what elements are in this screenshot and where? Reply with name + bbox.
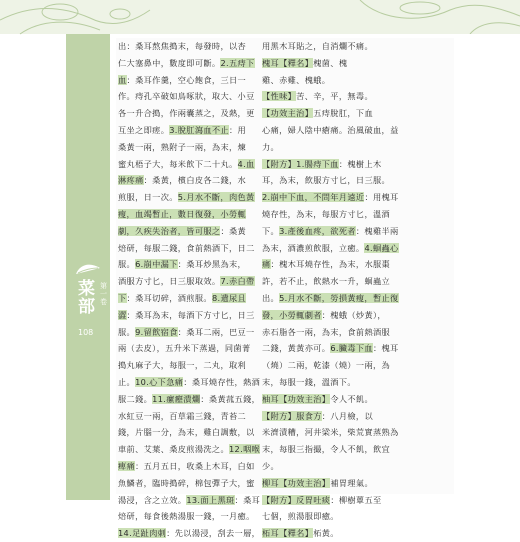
- body-text: ：槐雞半兩: [355, 225, 399, 236]
- text-line: [262, 172, 397, 189]
- highlighted-term: 痺痛: [118, 460, 136, 471]
- body-text: 水紅豆一兩，百草霜三錢，青苔二: [118, 410, 247, 421]
- highlighted-term: 4.血: [237, 158, 255, 169]
- body-text: 五痔脫肛，下血: [313, 108, 373, 119]
- text-line: [262, 156, 397, 173]
- highlighted-term: 3.脫肛瀉血不止: [169, 124, 229, 135]
- text-line: [118, 475, 256, 492]
- highlighted-term: 1.腸痔下血: [296, 158, 339, 169]
- body-text: 令人不飢。: [330, 393, 374, 404]
- text-line: [118, 324, 256, 341]
- text-line: [118, 273, 256, 290]
- highlighted-term: 14.足趾肉刺: [118, 528, 167, 539]
- text-line: [118, 340, 256, 357]
- text-line: [118, 508, 256, 525]
- body-text: 苦、辛，平，無毒。: [296, 91, 373, 102]
- section-subtitle: 第一卷: [100, 282, 107, 306]
- body-text: 止。: [118, 376, 136, 387]
- text-line: [118, 458, 256, 475]
- body-text: ：用槐耳: [364, 192, 399, 203]
- body-text: 車前、艾葉、桑皮煎湯洗之。: [118, 444, 229, 455]
- highlighted-term: 6.崩中漏下: [135, 259, 178, 270]
- body-text: 心痛，婦人陰中瘡痛。治風破血，益: [262, 124, 399, 135]
- highlighted-term: 4.蛔蟲心: [364, 242, 399, 253]
- body-text: ：五月五日，收桑上木耳，白如: [135, 460, 255, 471]
- text-line: [262, 290, 397, 307]
- highlighted-term: 下: [118, 292, 127, 303]
- text-line: [262, 122, 397, 139]
- left-text-column: [118, 38, 261, 542]
- body-text: 為末，酒濃煎飲服，立癒。: [262, 242, 365, 253]
- body-text: ：桑黃菰五錢，: [200, 393, 261, 404]
- body-text: 槐菌、槐: [313, 57, 348, 68]
- body-text: 七個，煎湯服即癒。: [262, 511, 339, 522]
- body-text: 用黑木耳貼之，自消爛不痛。: [262, 41, 373, 51]
- highlighted-term: 劇，久疾失治者，皆可服之: [118, 225, 221, 236]
- highlighted-term: 發，小勞輒劇者: [262, 309, 322, 320]
- text-line: [262, 88, 397, 105]
- body-text: 雞、赤雞、槐蛾。: [262, 74, 331, 85]
- body-text: 作。痔孔卒破如鳥啄狀，取大、小豆: [118, 91, 255, 102]
- body-text: 焙研，每服二錢，食前熱酒下，日二: [118, 242, 255, 253]
- text-line: [262, 357, 397, 374]
- highlighted-term: 8.遺尿且: [211, 292, 247, 303]
- highlighted-term: 6.臟毒下血: [330, 343, 373, 354]
- leaf-icon: [74, 262, 102, 278]
- body-text: 湯浸，含之立效。: [118, 494, 187, 505]
- highlighted-term: 12.咽喉: [229, 444, 261, 455]
- text-line: [262, 72, 397, 89]
- highlighted-term: 3.產後血疼，欲死者: [279, 225, 356, 236]
- body-text: ：桑耳炒黑為末，: [177, 259, 247, 270]
- highlighted-term: 槐耳【釋名】: [262, 57, 314, 68]
- text-line: [118, 307, 256, 324]
- text-line: [262, 273, 397, 290]
- header-band: [0, 0, 520, 34]
- text-line: [118, 172, 256, 189]
- body-text: 桑黃一兩，熟附子一兩，為末，煉: [118, 141, 247, 152]
- text-line: [118, 290, 256, 307]
- body-text: 仁大塞鼻中，數度即可斷。: [118, 57, 221, 68]
- highlighted-term: 2.五痔下: [220, 57, 255, 68]
- text-line: [118, 72, 256, 89]
- text-line: [118, 240, 256, 257]
- page-number: 108: [78, 328, 94, 337]
- body-text: ：柳樹蕈五至: [330, 494, 382, 505]
- highlighted-term: 【附方】: [262, 158, 297, 169]
- highlighted-term: 淋疼痛: [118, 175, 144, 186]
- text-line: [262, 38, 397, 55]
- body-text: 出：桑耳熬焦搗末，每發時，以杏: [118, 41, 247, 51]
- text-line: [262, 340, 397, 357]
- text-line: [262, 324, 397, 341]
- text-line: [262, 223, 397, 240]
- body-text: ：槐木耳燒存性，為末，水服棗: [270, 259, 391, 270]
- body-text: 兩（去皮），五升米下蒸過，同菌菁: [118, 343, 251, 354]
- text-line: [118, 122, 256, 139]
- text-line: [262, 189, 397, 206]
- body-text: 少。: [262, 460, 280, 471]
- text-line: [118, 391, 261, 408]
- body-text: （燒）二兩，乾漆（燒）一兩，為: [262, 360, 391, 371]
- text-line: [118, 256, 256, 273]
- text-line: [262, 206, 397, 223]
- right-text-column: [262, 38, 397, 542]
- text-line: [262, 374, 397, 391]
- highlighted-term: 9.留飲宿食: [135, 326, 178, 337]
- body-text: 下。: [262, 225, 280, 236]
- text-line: [118, 408, 256, 425]
- text-line: [262, 55, 397, 72]
- text-line: [262, 492, 397, 509]
- body-text: 服。: [118, 326, 136, 337]
- body-text: ：槐蛾（炒黃），: [321, 309, 386, 320]
- body-text: 赤石脂各一兩，為末，食前熱酒服: [262, 326, 391, 337]
- highlighted-term: 7.赤白帶: [220, 276, 255, 287]
- body-text: ：先以湯浸，刮去一層，: [166, 528, 261, 539]
- body-text: ：桑耳為末，每酒下方寸匕，日三: [126, 309, 255, 320]
- text-line: [262, 441, 397, 458]
- body-text: 錢，片腦一分，為末，雞白調敷，以: [118, 427, 255, 438]
- body-text: 二錢，黃黃亦可。: [262, 343, 331, 354]
- text-line: [118, 492, 261, 509]
- body-text: 魚鱗者，臨時搗碎，棉包彈子大，蜜: [118, 477, 255, 488]
- text-line: [118, 156, 256, 173]
- highlighted-term: 11.瘰癧潰爛: [152, 393, 201, 404]
- text-line: [118, 88, 256, 105]
- body-text: 出。: [262, 292, 280, 303]
- body-text: 酒服方寸匕，日三服取效。: [118, 276, 221, 287]
- text-line: [118, 139, 256, 156]
- text-line: [118, 206, 256, 223]
- highlighted-term: 瘦，血竭暫止，數日復發，小勞輒: [118, 208, 247, 219]
- highlighted-term: 血: [118, 74, 127, 85]
- body-text: 服。: [118, 259, 136, 270]
- text-line: [262, 105, 397, 122]
- body-text: ：用: [228, 124, 247, 135]
- text-line: [262, 408, 397, 425]
- body-text: 各一升合搗，作兩囊蒸之，及熱，更: [118, 108, 255, 119]
- text-line: [118, 105, 256, 122]
- text-line: [262, 256, 397, 273]
- body-text: 耳，為末，飲服方寸匕，日三服。: [262, 175, 391, 186]
- body-text: 搗丸麻子大，每服一，二丸，取利: [118, 360, 247, 371]
- highlighted-term: 服食方: [296, 410, 322, 421]
- highlighted-term: 5.月水不斷，肉色黃: [177, 192, 255, 203]
- body-text: ：八月檢，以: [321, 410, 374, 421]
- text-line: [118, 357, 256, 374]
- body-text: 互坐之即瘥。: [118, 124, 170, 135]
- highlighted-term: 2.崩中下血，不問年月遠近: [262, 192, 365, 203]
- body-text: ：桑耳燒存性，熱酒: [183, 376, 261, 387]
- body-text: ：槐樹上木: [338, 158, 382, 169]
- highlighted-term: 【附方】: [262, 410, 297, 421]
- text-line: [262, 307, 397, 324]
- body-text: 力。: [262, 141, 280, 152]
- text-line: [262, 424, 397, 441]
- text-line: [118, 525, 261, 542]
- body-text: ：槐耳: [372, 343, 399, 354]
- highlighted-term: 13.面上黑斑: [186, 494, 235, 505]
- body-text: ：桑黃，檳白皮各二錢，水: [143, 175, 247, 186]
- section-title: 菜部: [78, 279, 95, 317]
- text-line: [118, 223, 256, 240]
- highlighted-term: 【附方】: [262, 494, 297, 505]
- highlighted-term: 柘耳【釋名】: [262, 528, 314, 539]
- body-text: ：桑耳二兩，巴豆一: [177, 326, 255, 337]
- highlighted-term: 【性味】: [262, 91, 297, 102]
- highlighted-term: 5.月水不斷，勞損黃瘦，暫止復: [279, 292, 399, 303]
- body-text: 米濟漬糟，河井梁米，柴荒實蒸熟為: [262, 427, 399, 438]
- body-text: 末，每服三指撮，令人不飢，飲宜: [262, 444, 391, 455]
- text-line: [118, 189, 256, 206]
- text-line: [262, 508, 397, 525]
- text-line: [118, 424, 256, 441]
- highlighted-term: 反胃吐痰: [296, 494, 331, 505]
- text-line: [262, 458, 397, 475]
- text-line: [118, 374, 261, 391]
- body-text: 許，若不止，飲熱水一升，蛔蟲立: [262, 276, 391, 287]
- highlighted-term: 【功效主治】: [262, 108, 314, 119]
- text-line: [262, 475, 397, 492]
- text-line: [262, 391, 397, 408]
- text-line: [118, 441, 261, 458]
- body-text: ：桑耳: [234, 494, 261, 505]
- text-line: [118, 38, 256, 55]
- body-text: 補胃理氣。: [330, 477, 374, 488]
- body-text: ：桑耳作羹，空心飽食，三日一: [126, 74, 247, 85]
- text-line: [262, 240, 397, 257]
- text-line: [118, 55, 256, 72]
- floral-ornament: [0, 0, 520, 34]
- highlighted-term: 10.心下急痛: [135, 376, 184, 387]
- text-line: [262, 139, 397, 156]
- highlighted-term: 痛: [262, 259, 271, 270]
- body-text: 燒存性，為末，每服方寸匕，溫酒: [262, 208, 391, 219]
- highlighted-term: 澀: [118, 309, 127, 320]
- body-text: 末，每服一錢，溫酒下。: [262, 376, 356, 387]
- body-text: 柘黃。: [313, 528, 339, 539]
- body-text: ：桑黃: [220, 225, 247, 236]
- highlighted-term: 柳耳【功效主治】: [262, 477, 331, 488]
- text-line: [262, 525, 397, 542]
- body-text: 蜜丸梧子大，每米飲下二十丸。: [118, 158, 238, 169]
- body-text: 服二錢。: [118, 393, 153, 404]
- body-text: 煎服，日一次。: [118, 192, 178, 203]
- body-text: ：桑耳切碎，酒煎服。: [126, 292, 212, 303]
- highlighted-term: 柚耳【功效主治】: [262, 393, 331, 404]
- body-text: 焙研，每食後熱湯服一錢，一月癒。: [118, 511, 255, 522]
